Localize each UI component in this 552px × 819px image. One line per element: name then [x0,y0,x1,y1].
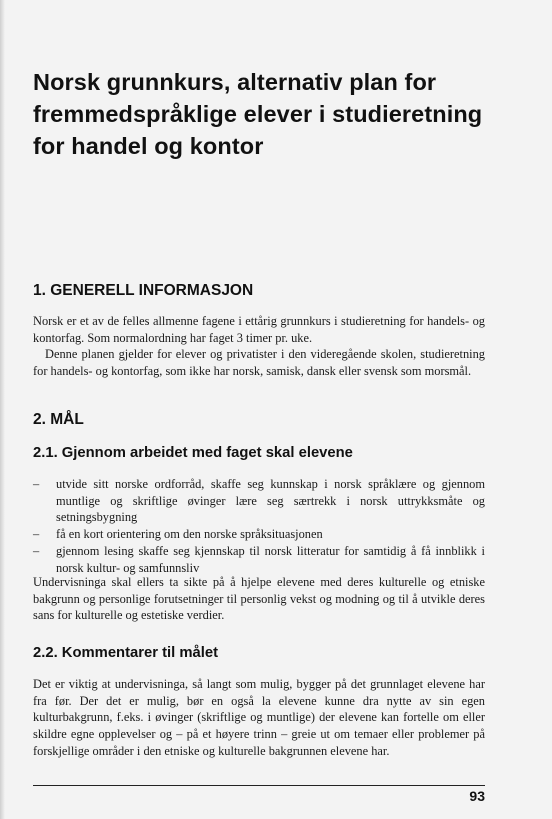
page-edge-shadow [0,0,5,819]
list-dash: – [33,543,40,558]
section-1-paragraph-1: Norsk er et av de felles allmenne fagene i ettårig grunnkurs i studieretning for handels- og kontorfag. Som normalordning har faget 3 timer pr. uke. [33,314,485,345]
section-2-1-body [33,574,485,624]
page-number: 93 [469,788,485,804]
list-item [33,543,485,576]
list-dash: – [33,527,40,542]
list-item-text: få en kort orientering om den norske språksituasjonen [56,527,323,542]
list-dash: – [33,477,40,491]
section-1-heading: 1. GENERELL INFORMASJON [33,282,254,299]
section-1-body [33,313,485,380]
section-2-1-heading: 2.1. Gjennom arbeidet med faget skal elevene [33,445,353,461]
list-item [33,476,485,526]
section-1-paragraph-2: Denne planen gjelder for elever og privatister i den videregående skolen, studieretning for handels- og kontorfag, som ikke har norsk, samisk, dansk eller svensk som morsmål. [33,347,485,379]
list-item [33,526,485,543]
list-item-text: utvide sitt norske ordforråd, skaffe seg kunnskap i norsk språklære og gjennom muntlige og skriftlige øvinger lære seg særtrekk i norsk uttrykksmåte og setningsbygning [56,477,485,525]
list-item-text: gjennom lesing skaffe seg kjennskap til norsk litteratur for samtidig å få innblikk i norsk kultur- og samfunnsliv [56,543,485,575]
section-2-2-heading: 2.2. Kommentarer til målet [33,645,219,661]
section-2-2-body [33,676,485,760]
footer-rule [33,785,485,786]
section-2-heading: 2. MÅL [33,411,84,428]
goals-list [33,476,485,576]
chapter-title: Norsk grunnkurs, alternativ plan for fremmedspråklige elever i studieretning for handel og kontor [33,69,483,159]
section-2-2-paragraph: Det er viktig at undervisninga, så langt som mulig, bygger på det grunnlaget elevene har fra før. Der det er mulig, bør en også la elevene kunne dra nytte av sin egen kulturbakgrunn, f.eks. i øvinger (skriftlige og muntlige) der elevene kan fortelle om eller skildre egne opplevelser og – på et høyere trinn – greie ut om temaer eller problemer på forskjellige områder i den etniske og kulturelle bakgrunnen elevene har. [33,677,485,758]
section-2-1-paragraph: Undervisninga skal ellers ta sikte på å hjelpe elevene med deres kulturelle og etniske bakgrunn og personlige forutsetninger til personlig vekst og modning og til å utvikle deres sans for kulturelle og estetiske verdier. [33,575,485,623]
